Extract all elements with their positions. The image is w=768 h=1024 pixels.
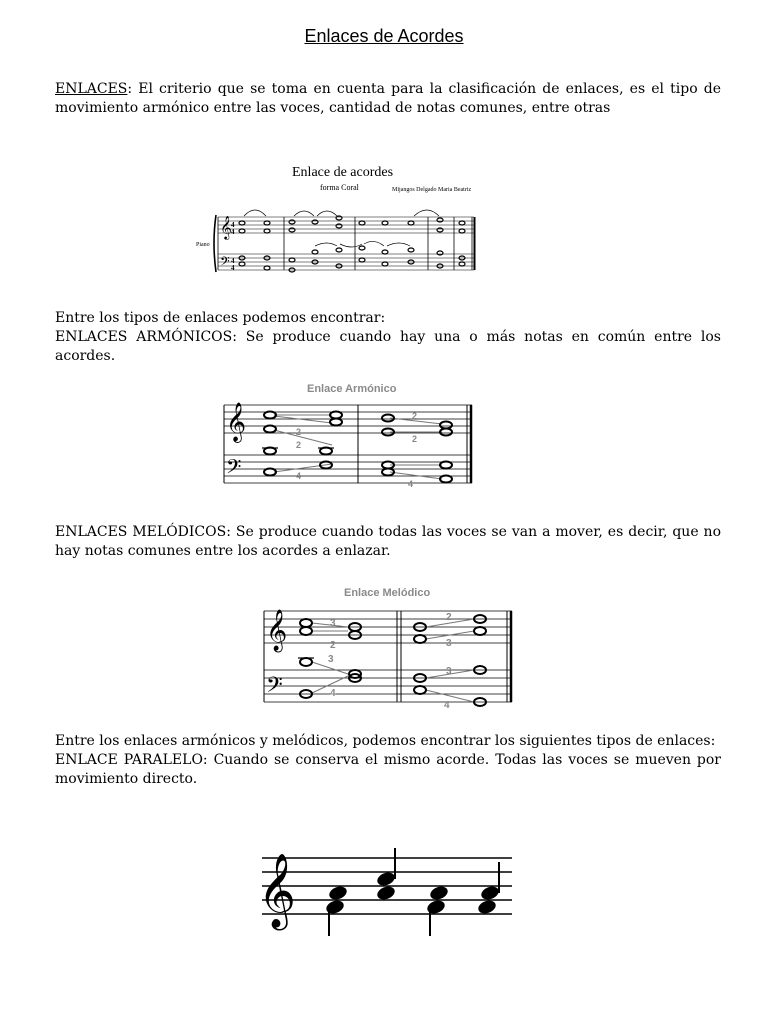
brace (214, 215, 216, 272)
ties (244, 210, 439, 247)
svg-text:4: 4 (231, 264, 235, 272)
interval-label: 3 (328, 654, 334, 665)
treble-staff (224, 405, 472, 433)
figure-enlace-de-acordes (192, 160, 492, 280)
treble-clef-icon: 𝄞 (220, 215, 232, 239)
intro-line: Entre los tipos de enlaces podemos encontrar: (55, 310, 386, 326)
bass-clef-icon: 𝄢 (220, 254, 230, 272)
page-title: Enlaces de Acordes (304, 26, 464, 46)
interval-label: 4 (296, 471, 302, 481)
time-signature-treble: 4 (231, 221, 235, 229)
chord-notes (239, 216, 465, 272)
figure-title: Enlace Melódico (344, 587, 431, 599)
paragraph-melodicos: ENLACES MELÓDICOS: Se produce cuando todas las voces se van a mover, es decir, que no hay notas comunes entre los acordes a enlazar. (55, 524, 721, 559)
figure-enlace-armonico (222, 371, 478, 489)
paragraph-armonicos (55, 309, 721, 366)
bass-clef-icon: 𝄢 (226, 455, 242, 483)
treble-staff (262, 858, 512, 914)
interval-label: 2 (412, 434, 418, 444)
figure-author: Mijangos Delgado Maria Beatriz (392, 187, 472, 193)
armonicos-definition: ENLACES ARMÓNICOS: Se produce cuando hay una o más notas en común entre los acordes. (55, 329, 721, 364)
enlaces-definition: : El criterio que se toma en cuenta para la clasificación de enlaces, es el tipo de movimiento armónico entre las voces, cantidad de notas comunes, entre otras (55, 81, 721, 116)
interval-label: 3 (446, 638, 452, 649)
instrument-label: Piano (196, 242, 210, 248)
voice-lines (312, 619, 474, 702)
figure-subtitle: forma Coral (320, 183, 359, 192)
interval-label: 3 (446, 666, 452, 677)
paragraph-paralelo (55, 732, 721, 789)
barlines (224, 405, 471, 483)
term-enlaces: ENLACES (55, 81, 128, 97)
bass-staff (224, 455, 472, 483)
svg-text:4: 4 (231, 228, 235, 236)
interval-label: 2 (330, 640, 336, 651)
interval-label: 2 (296, 440, 302, 450)
figure-enlace-paralelo (256, 828, 516, 940)
interval-label: 3 (330, 618, 336, 629)
interval-label: 4 (444, 700, 450, 710)
treble-clef-icon: 𝄞 (266, 610, 288, 651)
chord-notes (324, 870, 500, 915)
figure-enlace-melodico (260, 576, 520, 710)
note-stems (329, 848, 499, 936)
interval-label: 4 (408, 479, 414, 489)
interval-label: 4 (330, 688, 336, 699)
tipos-intro-line: Entre los enlaces armónicos y melódicos, podemos encontrar los siguientes tipos de enlaces: (55, 733, 716, 749)
interval-label: 2 (446, 612, 452, 623)
treble-staff (218, 217, 474, 233)
bass-clef-icon: 𝄢 (266, 673, 283, 703)
figure-title: Enlace de acordes (292, 165, 394, 180)
paragraph-enlaces (55, 80, 721, 118)
treble-clef-icon: 𝄞 (258, 854, 296, 928)
treble-clef-icon: 𝄞 (226, 402, 247, 442)
paralelo-definition: ENLACE PARALELO: Cuando se conserva el mismo acorde. Todas las voces se mueven por movimiento directo. (55, 752, 721, 787)
time-signature-bass: 4 (231, 257, 235, 265)
interval-label: 2 (412, 411, 418, 421)
interval-label: 2 (296, 427, 302, 437)
bass-staff (218, 254, 474, 270)
figure-title: Enlace Armónico (307, 383, 397, 395)
